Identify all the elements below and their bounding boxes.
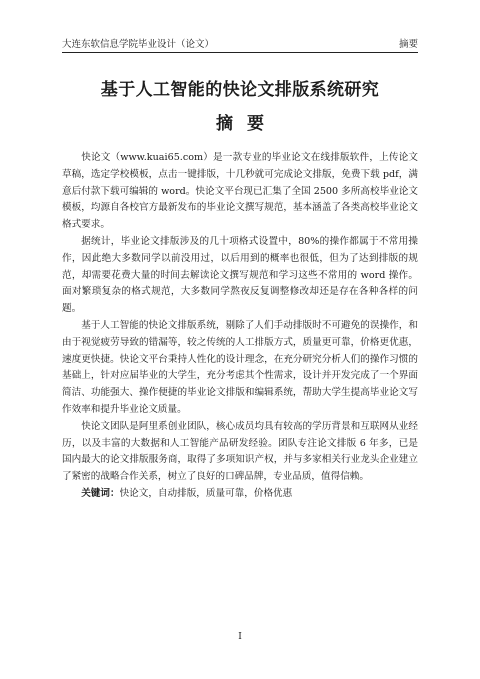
header-left-text: 大连东软信息学院毕业设计（论文）	[62, 39, 215, 50]
thesis-title: 基于人工智能的快论文排版系统研究	[100, 80, 380, 100]
abstract-paragraph-3: 基于人工智能的快论文排版系统，剔除了人们手动排版时不可避免的误操作，和由于视觉疲劳导致的错漏等，较之传统的人工排版方式，质量更可靠，价格更优惠，速度更快捷。快论文平台秉持人性化的设计理念，在充分研究分析人们的操作习惯的基础上，针对应届毕业的大学生，充分考虑其个性需求，设计并开发完成了一个界面简洁、功能强大、操作便捷的毕业论文排版和编辑系统，帮助大学生提高毕业论文写作效率和提升毕业论文质量。	[62, 319, 418, 415]
abstract-body	[62, 150, 418, 503]
abstract-paragraph-2: 据统计，毕业论文排版涉及的几十项格式设置中，80%的操作都属于不常用操作，因此绝大多数同学以前没用过，以后用到的概率也很低，但为了达到排版的规范，却需要花费大量的时间去解读论文撰写规范和学习这些不常用的 word 操作。面对繁琐复杂的格式规范，大多数同学熬夜反复调整修改却还是存在各种各样的问题。	[62, 235, 418, 315]
page-header	[62, 34, 418, 50]
keywords-label: 关键词：	[81, 487, 120, 499]
header-rule	[62, 52, 418, 53]
keywords-value: 快论文，自动排版，质量可靠，价格优惠	[119, 487, 293, 499]
abstract-paragraph-1: 快论文（www.kuai65.com）是一款专业的毕业论文在线排版软件，上传论文草稿，选定学校模板，点击一键排版，十几秒就可完成论文排版，免费下载 pdf，满意后付款下载可编辑的 word。快论文平台现已汇集了全国 2500 多所高校毕业论文模板，均源自各校官方最新发布的毕业论文撰写规范，基本涵盖了各类高校毕业论文格式要求。	[62, 152, 418, 231]
keywords-line	[62, 486, 418, 503]
abstract-heading: 摘要	[216, 114, 278, 134]
page-number: I	[238, 632, 242, 642]
header-right-text: 摘要	[398, 39, 418, 50]
abstract-paragraph-4: 快论文团队是阿里系创业团队，核心成员均具有较高的学历背景和互联网从业经历，以及丰富的大数据和人工智能产品研发经验。团队专注论文排版 6 年多，已是国内最大的论文排版服务商，取得了多项知识产权，并与多家相关行业龙头企业建立了紧密的战略合作关系，树立了良好的口碑品牌，专业品质，值得信赖。	[62, 420, 418, 483]
